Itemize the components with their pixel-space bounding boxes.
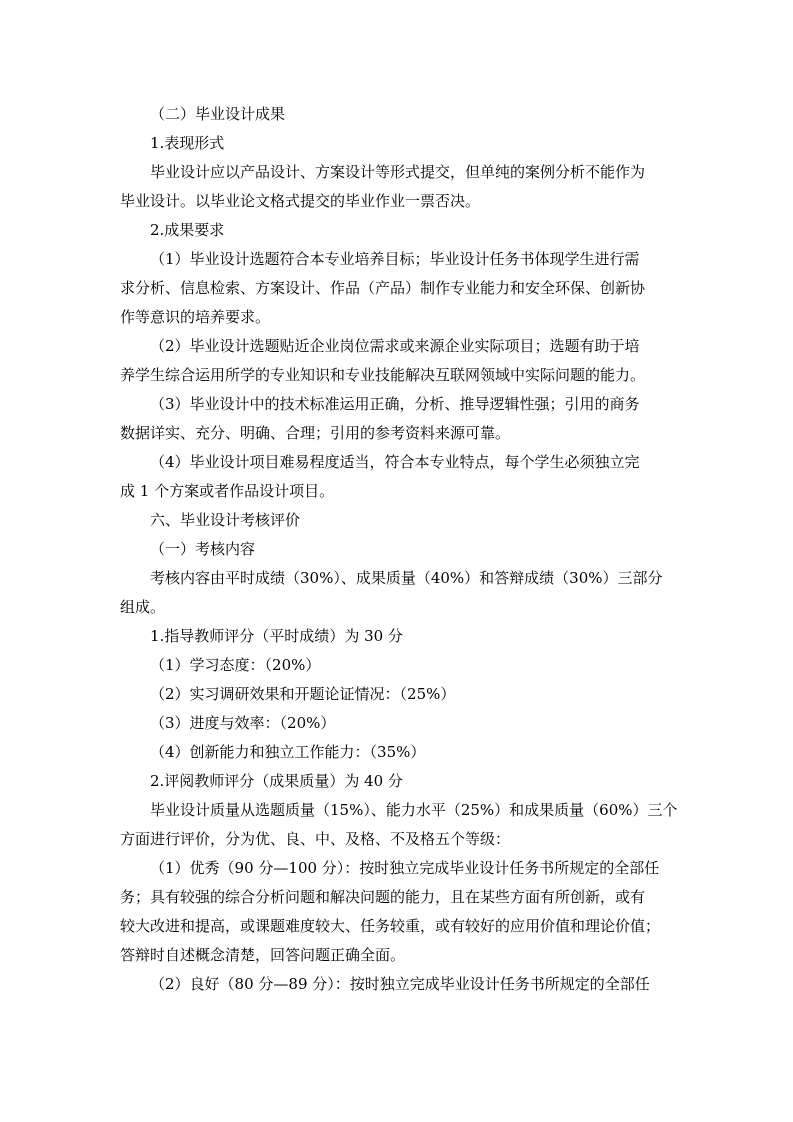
paragraph-line: 作等意识的培养要求。 [120, 308, 271, 326]
paragraph-line: 毕业设计。以毕业论文格式提交的毕业作业一票否决。 [120, 192, 481, 210]
list-item: （3）进度与效率：（20%） [150, 714, 336, 732]
subsection-heading: 1.指导教师评分（平时成绩）为 30 分 [150, 627, 403, 645]
paragraph-line: （1）毕业设计选题符合本专业培养目标；毕业设计任务书体现学生进行需 [150, 250, 640, 268]
paragraph-line: （3）毕业设计中的技术标准运用正确，分析、推导逻辑性强；引用的商务 [150, 395, 640, 413]
section-heading: （二）毕业设计成果 [150, 105, 286, 123]
subsection-heading: 2.评阅教师评分（成果质量）为 40 分 [150, 772, 403, 790]
paragraph-line: （2）良好（80 分—89 分）：按时独立完成毕业设计任务书所规定的全部任 [150, 975, 650, 993]
section-heading: （一）考核内容 [150, 540, 256, 558]
section-heading: 六、毕业设计考核评价 [150, 511, 301, 529]
paragraph-line: 组成。 [120, 598, 166, 616]
paragraph-line: 求分析、信息检索、方案设计、作品（产品）制作专业能力和安全环保、创新协 [120, 279, 646, 297]
paragraph-line: 毕业设计应以产品设计、方案设计等形式提交，但单纯的案例分析不能作为 [150, 163, 646, 181]
subsection-heading: 2.成果要求 [150, 221, 225, 239]
paragraph-line: （4）毕业设计项目难易程度适当，符合本专业特点，每个学生必须独立完 [150, 453, 640, 471]
subsection-heading: 1.表现形式 [150, 134, 225, 152]
paragraph-line: （2）毕业设计选题贴近企业岗位需求或来源企业实际项目；选题有助于培 [150, 337, 640, 355]
list-item: （4）创新能力和独立工作能力：（35%） [150, 743, 426, 761]
paragraph-line: 成 1 个方案或者作品设计项目。 [120, 482, 335, 500]
paragraph-line: 答辩时自述概念清楚，回答问题正确全面。 [120, 946, 406, 964]
body-text [120, 100, 676, 999]
paragraph-line: 务；具有较强的综合分析问题和解决问题的能力，且在某些方面有所创新，或有 [120, 888, 646, 906]
list-item: （2）实习调研效果和开题论证情况：（25%） [150, 685, 456, 703]
paragraph-line: 毕业设计质量从选题质量（15%）、能力水平（25%）和成果质量（60%）三个 [150, 801, 678, 819]
paragraph-line: 方面进行评价，分为优、良、中、及格、不及格五个等级： [120, 830, 511, 848]
paragraph-line: 较大改进和提高，或课题难度较大、任务较重，或有较好的应用价值和理论价值； [120, 917, 661, 935]
paragraph-line: 考核内容由平时成绩（30%）、成果质量（40%）和答辩成绩（30%）三部分 [150, 569, 663, 587]
list-item: （1）学习态度：（20%） [150, 656, 321, 674]
paragraph-line: 养学生综合运用所学的专业知识和专业技能解决互联网领域中实际问题的能力。 [120, 366, 646, 384]
paragraph-line: 数据详实、充分、明确、合理；引用的参考资料来源可靠。 [120, 424, 511, 442]
paragraph-line: （1）优秀（90 分—100 分）：按时独立完成毕业设计任务书所规定的全部任 [150, 859, 660, 877]
